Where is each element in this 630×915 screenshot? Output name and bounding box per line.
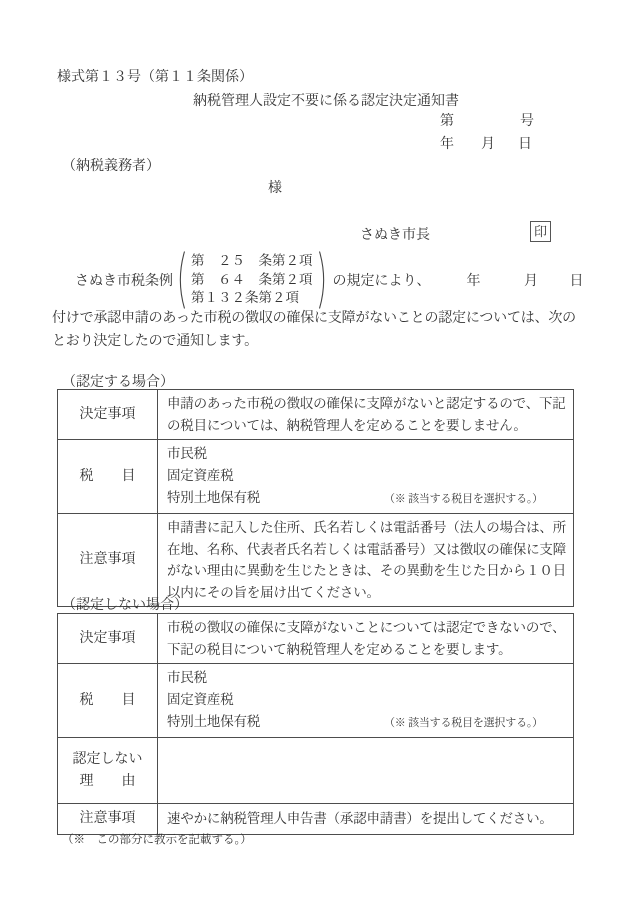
ordinance-article: 第 ２５ 条第２項 bbox=[191, 253, 313, 269]
footnote: （※ この部分に教示を記載する。） bbox=[62, 834, 252, 846]
table-row bbox=[58, 390, 574, 440]
application-month-label: 月 bbox=[524, 274, 538, 289]
application-date-line bbox=[431, 270, 584, 290]
row-label: 税 目 bbox=[58, 664, 158, 738]
tax-item: 特別土地保有税 bbox=[167, 490, 261, 505]
caution-text: 申請書に記入した住所、氏名若しくは電話番号（法人の場合は、所在地、名称、代表者氏名若しくは電話番号）又は徴収の確保に支障がない理由に異動を生じたときは、その異動を生じた日から１０日以内にその旨を届け出てください。 bbox=[158, 514, 574, 607]
addressee-honorific: 様 bbox=[268, 181, 282, 196]
document-number-line bbox=[440, 110, 534, 130]
row-label: 税 目 bbox=[58, 440, 158, 514]
issue-day-label: 日 bbox=[518, 137, 532, 152]
ordinance-article: 第 ６４ 条第２項 bbox=[191, 271, 313, 287]
tax-item: 固定資産税 bbox=[167, 468, 234, 483]
section-heading-denied: （認定しない場合） bbox=[62, 598, 188, 613]
table-row bbox=[58, 514, 574, 607]
denied-case-table bbox=[57, 613, 574, 835]
section-heading-approved: （認定する場合） bbox=[62, 375, 174, 390]
table-row bbox=[58, 664, 574, 738]
row-label: 決定事項 bbox=[58, 614, 158, 664]
ordinance-suffix: の規定により、 bbox=[332, 274, 431, 289]
decision-text: 申請のあった市税の徴収の確保に支障がないと認定するので、下記の税目については、納税管理人を定めることを要しません。 bbox=[158, 390, 574, 440]
tax-item: 特別土地保有税 bbox=[167, 714, 261, 729]
table-row bbox=[58, 804, 574, 835]
document-number-prefix: 第 bbox=[440, 114, 454, 129]
caution-text: 速やかに納税管理人申告書（承認申請書）を提出してください。 bbox=[158, 804, 574, 835]
ordinance-prefix: さぬき市税条例 bbox=[75, 274, 173, 289]
tax-item-select-note: （※ 該当する税目を選択する。） bbox=[383, 717, 543, 729]
sender-name: さぬき市長 bbox=[360, 228, 430, 243]
table-row bbox=[58, 738, 574, 804]
table-row bbox=[58, 440, 574, 514]
decision-text: 市税の徴収の確保に支障がないことについては認定できないので、下記の税目について納税管理人を定めることを要します。 bbox=[158, 614, 574, 664]
ordinance-clause bbox=[75, 250, 584, 310]
notification-paragraph: 付けで承認申請のあった市税の徴収の確保に支障がないことの認定については、次のとおり決定したので通知します。 bbox=[52, 311, 576, 349]
row-label: 注意事項 bbox=[58, 804, 158, 835]
tax-item: 固定資産税 bbox=[167, 692, 234, 707]
tax-item-select-note: （※ 該当する税目を選択する。） bbox=[383, 493, 543, 505]
form-number: 様式第１３号（第１１条関係） bbox=[57, 70, 253, 85]
row-label: 決定事項 bbox=[58, 390, 158, 440]
approved-case-table bbox=[57, 389, 574, 607]
tax-items-cell bbox=[158, 440, 574, 514]
right-paren-icon bbox=[318, 250, 329, 310]
denial-reason-label-line1: 認定しない bbox=[72, 751, 143, 767]
seal-box bbox=[530, 221, 551, 242]
issue-year-label: 年 bbox=[440, 137, 454, 152]
application-year-label: 年 bbox=[466, 274, 481, 289]
left-paren-icon bbox=[175, 250, 186, 310]
ordinance-article-list bbox=[188, 252, 316, 308]
tax-item-line bbox=[167, 487, 567, 510]
ordinance-article: 第１３２条第２項 bbox=[191, 290, 299, 306]
tax-item: 市民税 bbox=[167, 670, 207, 685]
issue-month-label: 月 bbox=[481, 137, 495, 152]
document-title: 納税管理人設定不要に係る認定決定通知書 bbox=[193, 94, 459, 109]
tax-items-cell bbox=[158, 664, 574, 738]
denial-reason-label-line2: 理 由 bbox=[79, 773, 136, 789]
document-number-suffix: 号 bbox=[520, 114, 534, 129]
row-label: 注意事項 bbox=[58, 514, 158, 607]
issue-date-line bbox=[440, 133, 532, 153]
seal-label: 印 bbox=[533, 224, 547, 239]
table-row bbox=[58, 614, 574, 664]
tax-item-line bbox=[167, 711, 567, 734]
application-day-label: 日 bbox=[569, 274, 584, 289]
tax-item: 市民税 bbox=[167, 446, 207, 461]
addressee-label: （納税義務者） bbox=[62, 159, 160, 174]
denial-reason-blank bbox=[158, 738, 574, 804]
row-label bbox=[58, 738, 158, 804]
